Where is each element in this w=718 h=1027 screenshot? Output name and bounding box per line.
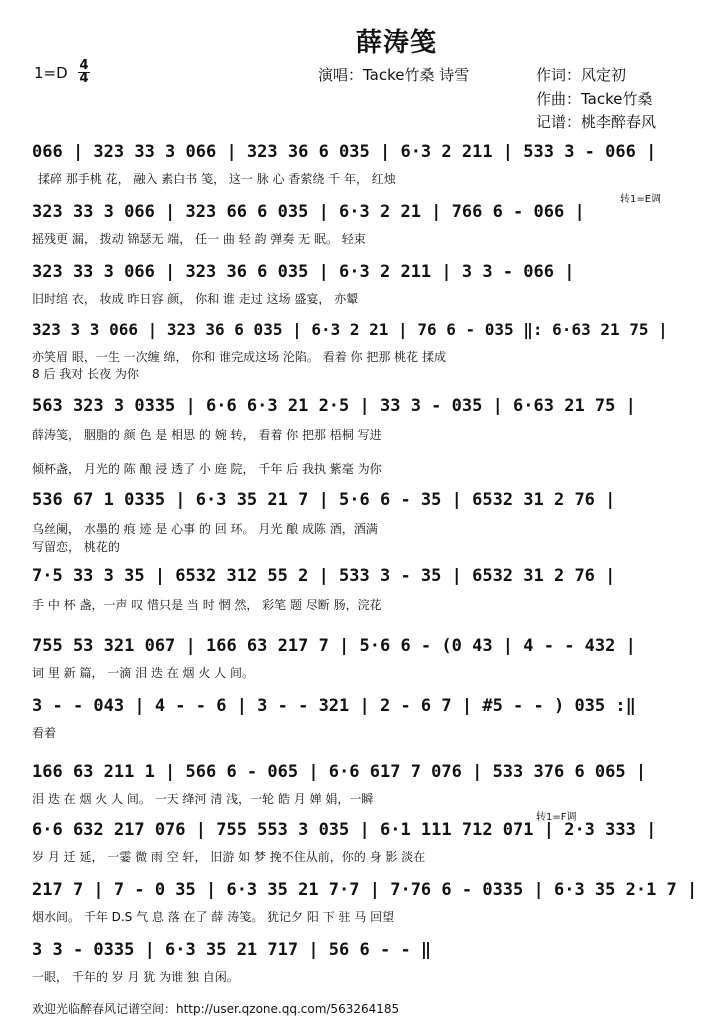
singers-credit: 演唱：Tacke竹桑 诗雪	[318, 66, 470, 84]
lyric-line: 烟水间。 千年 D.S 气 息 落 在了 薛 涛笺。 犹记夕 阳 下 驻 马 回望	[32, 910, 395, 924]
score-row: 563 323 3 0335 | 6·6 6·3 21 2·5 | 33 3 - 035 | 6·63 21 75 |	[32, 396, 636, 416]
transcriber-credit: 记谱：桃李醉春风	[536, 113, 657, 131]
time-signature	[78, 60, 90, 85]
lyric-line: 旧时绾 衣， 妆成 昨日容 颜， 你和 谁 走过 这场 盛宴， 亦颦	[32, 292, 359, 306]
score-row: 755 53 321 067 | 166 63 217 7 | 5·6 6 - (0 43 | 4 - - 432 |	[32, 636, 636, 656]
score-row: 066 | 323 33 3 066 | 323 36 6 035 | 6·3 2 211 | 533 3 - 066 |	[32, 142, 657, 162]
lyric-line: 8 后 我对 长夜 为你	[32, 367, 139, 381]
score-row: 166 63 211 1 | 566 6 - 065 | 6·6 617 7 076 | 533 376 6 065 |	[32, 762, 647, 782]
composer-credit: 作曲：Tacke竹桑	[536, 90, 653, 108]
lyric-line: 乌丝阑， 水墨的 痕 迹 是 心事 的 回 环。 月光 酿 成陈 酒，酒满	[32, 522, 378, 536]
key-change-annotation: 转1=F调	[536, 812, 577, 823]
lyric-line: 亦笑眉 眼，一生 一次缠 绵， 你和 谁完成这场 沦陷。 看着 你 把那 桃花 揉成	[32, 350, 446, 364]
lyricist-credit: 作词：风定初	[536, 66, 627, 84]
time-sig-top: 4	[79, 58, 89, 73]
score-row: 323 3 3 066 | 323 36 6 035 | 6·3 2 21 | 76 6 - 035 ‖: 6·63 21 75 |	[32, 320, 668, 339]
lyric-line: 倾杯盏， 月光的 陈 酿 浸 透了 小 庭 院， 千年 后 我执 紫毫 为你	[32, 462, 382, 476]
score-row: 323 33 3 066 | 323 36 6 035 | 6·3 2 211 | 3 3 - 066 |	[32, 262, 575, 282]
footer-link[interactable]: 欢迎光临醉春风记谱空间：http://user.qzone.qq.com/563264185	[32, 1002, 400, 1016]
score-row: 3 3 - 0335 | 6·3 35 21 717 | 56 6 - - ‖	[32, 940, 432, 960]
lyric-line: 一眼， 千年的 岁 月 犹 为谁 独 自闲。	[32, 970, 239, 984]
score-row: 7·5 33 3 35 | 6532 312 55 2 | 533 3 - 35 | 6532 31 2 76 |	[32, 566, 616, 586]
score-row: 217 7 | 7 - 0 35 | 6·3 35 21 7·7 | 7·76 6 - 0335 | 6·3 35 2·1 7 |	[32, 880, 698, 900]
lyric-line: 词 里 新 篇， 一滴 泪 迭 在 烟 火 人 间。	[32, 666, 254, 680]
song-title: 薛涛笺	[356, 28, 438, 58]
score-row: 323 33 3 066 | 323 66 6 035 | 6·3 2 21 | 766 6 - 066 |	[32, 202, 585, 222]
lyric-line: 揉碎 那手桃 花， 融入 素白书 笺， 这一 脉 心 香萦绕 千 年， 红烛	[38, 172, 396, 186]
time-sig-bottom: 4	[79, 71, 89, 86]
key-signature: 1=D	[34, 64, 68, 82]
lyric-line: 看着	[32, 726, 57, 740]
lyric-line: 手 中 杯 盏，一声 叹 惜只是 当 时 惘 然， 彩笔 题 尽断 肠，浣花	[32, 598, 382, 612]
lyric-line: 岁 月 迁 延， 一霎 微 雨 空 轩， 旧游 如 梦 挽不住从前，你的 身 影 淡在	[32, 850, 426, 864]
score-row: 3 - - 043 | 4 - - 6 | 3 - - 321 | 2 - 6 7 | #5 - - ) 035 :‖	[32, 696, 636, 716]
lyric-line: 薛涛笺， 胭脂的 颜 色 是 相思 的 婉 转， 看着 你 把那 梧桐 写进	[32, 428, 382, 442]
score-row: 6·6 632 217 076 | 755 553 3 035 | 6·1 111 712 071 | 2·3 333 |	[32, 820, 657, 840]
lyric-line: 泪 迭 在 烟 火 人 间。 一天 绛河 清 浅，一轮 皓 月 婵 娟，一瞬	[32, 792, 374, 806]
lyric-line: 写留恋， 桃花的	[32, 540, 120, 554]
score-row: 536 67 1 0335 | 6·3 35 21 7 | 5·6 6 - 35 | 6532 31 2 76 |	[32, 490, 616, 510]
lyric-line: 摇残更 漏， 拨动 锦瑟无 端， 任一 曲 轻 韵 弹奏 无 眠。 轻束	[32, 232, 366, 246]
key-change-annotation: 转1=E调	[620, 194, 662, 205]
